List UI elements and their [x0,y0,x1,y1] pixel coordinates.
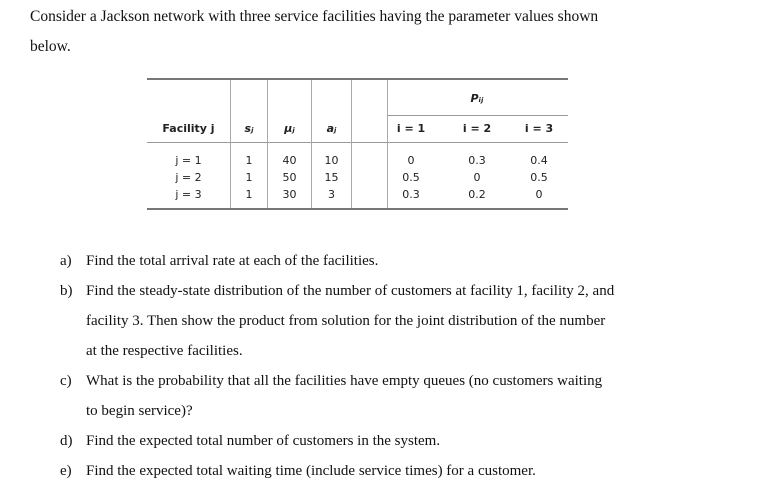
row2-p3: 0.5 [530,171,548,184]
header-facility: Facility j [162,122,215,135]
group-header-pij: Pᵢⱼ [470,92,484,105]
row3-p1: 0.3 [402,188,420,201]
question-a [60,246,750,276]
question-line: Find the steady-state distribution of the number of customers at facility 1, facility 2, and [86,283,615,299]
row2-p1: 0.5 [402,171,420,184]
intro-line-2: below. [30,38,71,55]
question-line: Find the expected total number of customers in the system. [86,433,441,449]
row1-facility: j = 1 [175,154,202,167]
header-bottom-rule [147,142,568,143]
col-divider [351,80,352,208]
question-line: Find the total arrival rate at each of the facilities. [86,253,379,269]
intro-line-1: Consider a Jackson network with three service facilities having the parameter values shown [30,8,599,25]
question-e [60,456,750,486]
header-i1: i = 1 [396,122,426,135]
header-i2: i = 2 [462,122,492,135]
question-list [60,246,750,486]
table-top-rule [147,78,568,80]
row1-p3: 0.4 [530,154,548,167]
header-i3: i = 3 [524,122,554,135]
row2-arrival-rate: 15 [324,171,339,184]
question-line: Find the expected total waiting time (include service times) for a customer. [86,463,536,479]
header-service-rate: μⱼ [284,122,295,135]
question-d [60,426,750,456]
question-label: d) [60,433,73,449]
header-servers: sⱼ [244,122,254,135]
problem-intro [30,2,750,62]
table-bottom-rule [147,208,568,210]
row2-service-rate: 50 [282,171,297,184]
row3-p2: 0.2 [468,188,486,201]
row1-p2: 0.3 [468,154,486,167]
row1-service-rate: 40 [282,154,297,167]
row1-arrival-rate: 10 [324,154,339,167]
row3-arrival-rate: 3 [328,188,335,201]
question-label: b) [60,283,73,299]
row3-facility: j = 3 [175,188,202,201]
question-c [60,366,750,426]
row2-p2: 0 [473,171,481,184]
row2-servers: 1 [245,171,253,184]
question-label: a) [60,253,72,269]
question-label: e) [60,463,72,479]
question-label: c) [60,373,72,389]
question-line: What is the probability that all the facilities have empty queues (no customers waiting [86,373,603,389]
question-line: facility 3. Then show the product from solution for the joint distribution of the number [86,313,606,329]
group-header-rule [387,115,568,116]
row3-service-rate: 30 [282,188,297,201]
row1-servers: 1 [245,154,253,167]
row3-p3: 0 [535,188,543,201]
row3-servers: 1 [245,188,253,201]
header-arrival-rate: aⱼ [326,122,337,135]
question-line: at the respective facilities. [86,343,243,359]
question-b [60,276,750,366]
row2-facility: j = 2 [175,171,202,184]
question-line: to begin service)? [86,403,193,419]
row1-p1: 0 [407,154,415,167]
